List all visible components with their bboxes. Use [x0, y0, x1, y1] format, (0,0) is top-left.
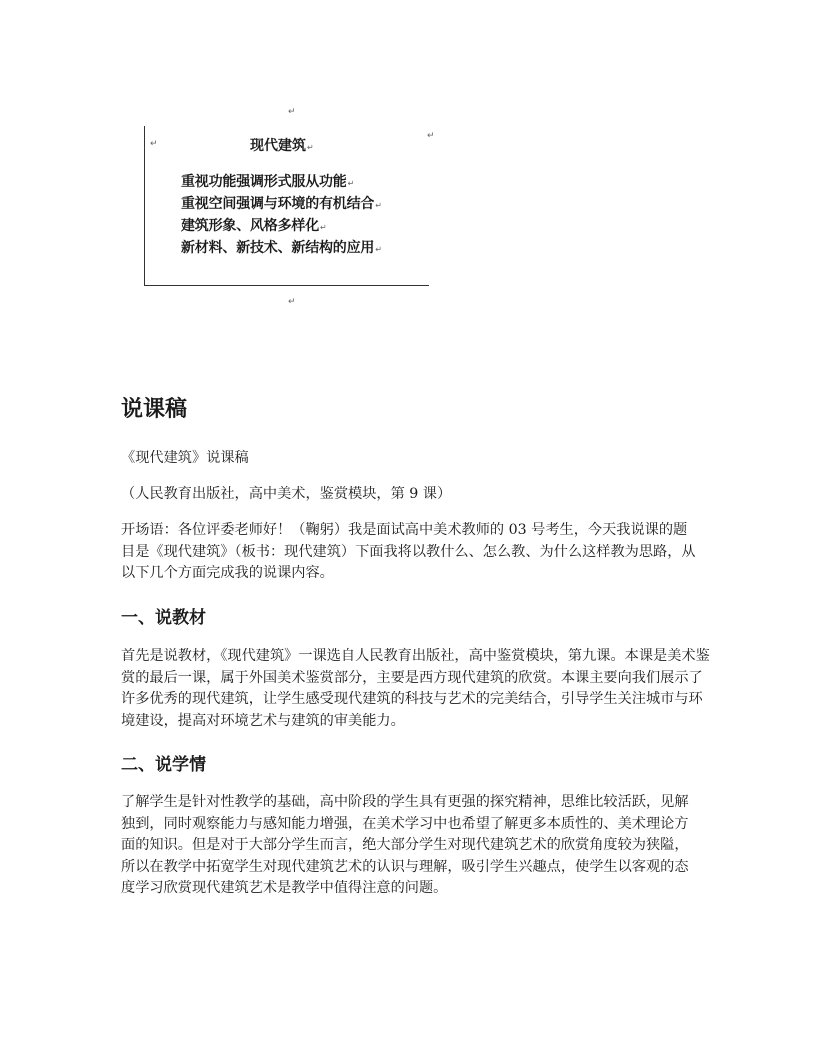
intro-paragraph: 开场语：各位评委老师好！（鞠躬）我是面试高中美术教师的 03 号考生，今天我说课的题目是《现代建筑》（板书：现代建筑）下面我将以教什么、怎么教、为什么这样教为思路，从以下几个方面完成我的说课内容。: [121, 522, 696, 581]
publisher-line: （人民教育出版社，高中美术，鉴赏模块，第 9 课）: [121, 486, 452, 502]
document-title: 说课稿: [121, 397, 188, 422]
blackboard-title: 现代建筑↵: [250, 138, 314, 154]
section-heading-students: 二、说学情: [121, 755, 206, 775]
blackboard-line: 重视空间强调与环境的有机结合↵: [181, 196, 382, 212]
cell-mark: ↵: [427, 131, 435, 141]
section-body-students: 了解学生是针对性教学的基础，高中阶段的学生具有更强的探究精神，思维比较活跃，见解独到，同时观察能力与感知能力增强，在美术学习中也希望了解更多本质性的、美术理论方面的知识。但是对于大部分学生而言，绝大部分学生对现代建筑艺术的欣赏角度较为狭隘，所以在教学中拓宽学生对现代建筑艺术的认识与理解，吸引学生兴趣点，使学生以客观的态度学习欣赏现代建筑艺术是教学中值得注意的问题。: [121, 794, 689, 896]
blackboard-box: [144, 126, 435, 286]
paragraph-mark: ↵: [150, 139, 158, 149]
blackboard-line: 新材料、新技术、新结构的应用↵: [181, 240, 382, 256]
blackboard-line: 重视功能强调形式服从功能↵: [181, 174, 355, 190]
blackboard-line: 建筑形象、风格多样化↵: [181, 218, 327, 234]
section-body-material: 首先是说教材，《现代建筑》一课选自人民教育出版社，高中鉴赏模块，第九课。本课是美术鉴赏的最后一课，属于外国美术鉴赏部分，主要是西方现代建筑的欣赏。本课主要向我们展示了许多优秀的现代建筑，让学生感受现代建筑的科技与艺术的完美结合，引导学生关注城市与环境建设，提高对环境艺术与建筑的审美能力。: [121, 648, 710, 729]
paragraph-mark: ↵: [288, 297, 296, 307]
section-heading-material: 一、说教材: [121, 608, 206, 628]
lesson-title: 《现代建筑》说课稿: [121, 450, 249, 466]
paragraph-mark: ↵: [288, 107, 296, 117]
